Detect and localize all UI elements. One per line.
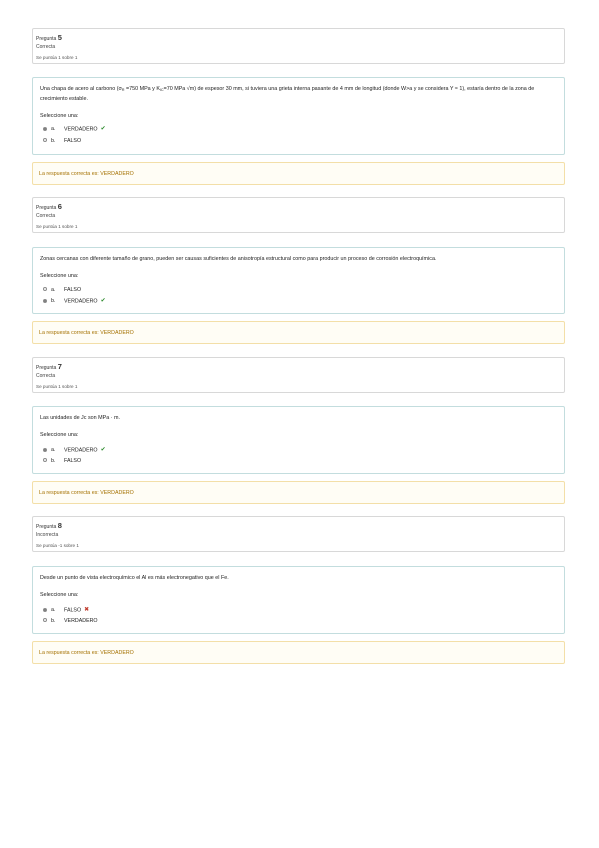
- question-number: Pregunta 5: [36, 33, 62, 42]
- question-text: Desde un punto de vista electroquímico el Al es más electronegativo que el Fe.: [40, 575, 229, 581]
- right-answer-text: La respuesta correcta es: VERDADERO: [39, 650, 134, 656]
- question-state: Correcta: [36, 44, 56, 50]
- question-6-feedback: [32, 321, 565, 344]
- answer-option-a[interactable]: a. VERDADERO ✔: [43, 125, 106, 133]
- question-number: Pregunta 8: [36, 521, 62, 530]
- check-icon: ✔: [100, 447, 106, 453]
- cross-icon: ✖: [84, 607, 90, 613]
- question-5-feedback: [32, 162, 565, 185]
- radio-icon[interactable]: [43, 618, 47, 622]
- check-icon: ✔: [100, 298, 106, 304]
- question-7-info: [32, 357, 565, 393]
- question-text: Zonas cercanas con diferente tamaño de grano, pueden ser causas suficientes de anisotropía estructural como para producir un proceso de corrosión electroquímica.: [40, 256, 437, 262]
- question-number: Pregunta 7: [36, 362, 62, 371]
- answer-option-a[interactable]: a. FALSO ✖: [43, 606, 89, 614]
- question-grade: Se puntúa -1 sobre 1: [36, 543, 79, 548]
- answer-option-b[interactable]: b. VERDADERO: [43, 617, 98, 625]
- question-number: Pregunta 6: [36, 202, 62, 211]
- question-prompt: Seleccione una:: [40, 113, 79, 119]
- answer-option-b[interactable]: b. VERDADERO ✔: [43, 297, 106, 305]
- radio-icon[interactable]: [43, 458, 47, 462]
- question-8-info: [32, 516, 565, 552]
- question-state: Incorrecta: [36, 532, 59, 538]
- radio-icon[interactable]: [43, 287, 47, 291]
- radio-checked-icon[interactable]: [43, 448, 47, 452]
- answer-option-b[interactable]: b. FALSO: [43, 457, 81, 465]
- radio-checked-icon[interactable]: [43, 608, 47, 612]
- question-text: Una chapa de acero al carbono ($\sigma_R =750$ MPa y $K_{IC}=70$ MPa √m) de espesor 30 mm, si tuviera una grieta interna pasante de 4 mm de longitud (donde W>a y se considera Y ≈ 1), estaría dentro de la zona de crecimiento estable.: [40, 86, 535, 102]
- radio-icon[interactable]: [43, 138, 47, 142]
- answer-option-b[interactable]: b. FALSO: [43, 137, 81, 145]
- question-8-feedback: [32, 641, 565, 664]
- question-6-content: [32, 247, 565, 314]
- answer-option-a[interactable]: a. FALSO: [43, 286, 81, 294]
- question-grade: Se puntúa 1 sobre 1: [36, 384, 78, 389]
- answer-option-a[interactable]: a. VERDADERO ✔: [43, 446, 106, 454]
- question-6-info: [32, 197, 565, 233]
- radio-checked-icon[interactable]: [43, 299, 47, 303]
- question-7-feedback: [32, 481, 565, 504]
- question-prompt: Seleccione una:: [40, 432, 79, 438]
- question-text: Las unidades de Jc son MPa · m.: [40, 415, 121, 421]
- question-state: Correcta: [36, 213, 56, 219]
- question-state: Correcta: [36, 373, 56, 379]
- right-answer-text: La respuesta correcta es: VERDADERO: [39, 171, 134, 177]
- question-grade: Se puntúa 1 sobre 1: [36, 55, 78, 60]
- check-icon: ✔: [100, 126, 106, 132]
- question-5-info: [32, 28, 565, 64]
- question-8-content: [32, 566, 565, 634]
- question-prompt: Seleccione una:: [40, 273, 79, 279]
- radio-checked-icon[interactable]: [43, 127, 47, 131]
- question-grade: Se puntúa 1 sobre 1: [36, 224, 78, 229]
- question-5-content: [32, 77, 565, 155]
- right-answer-text: La respuesta correcta es: VERDADERO: [39, 330, 134, 336]
- question-7-content: [32, 406, 565, 474]
- question-prompt: Seleccione una:: [40, 592, 79, 598]
- right-answer-text: La respuesta correcta es: VERDADERO: [39, 490, 134, 496]
